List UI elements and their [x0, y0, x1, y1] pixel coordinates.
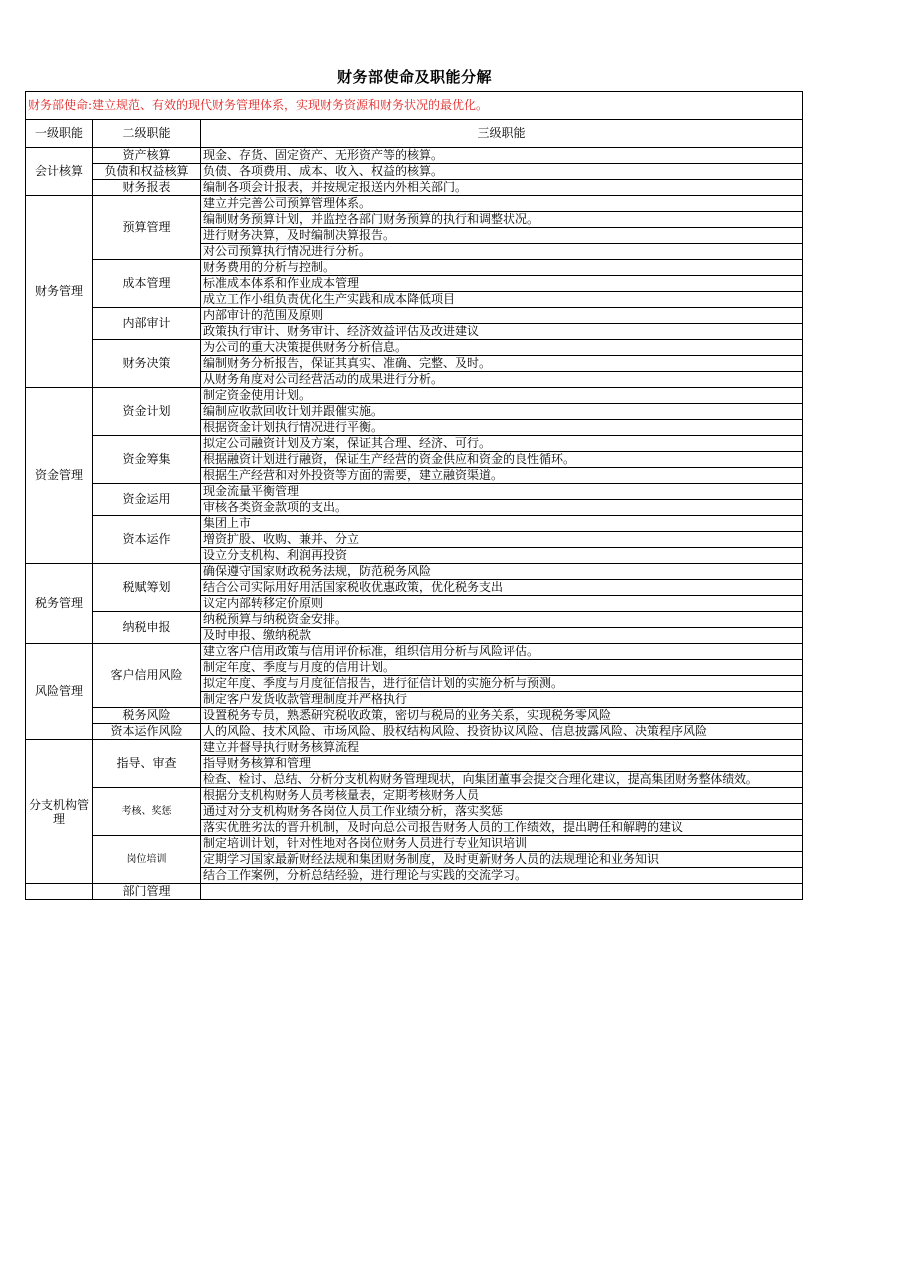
level2-function: 资金筹集 — [93, 436, 201, 484]
header-row — [26, 120, 803, 148]
level1-function: 会计核算 — [26, 148, 93, 196]
level3-function: 财务费用的分析与控制。 — [201, 260, 803, 276]
level3-function: 编制各项会计报表，并按规定报送内外相关部门。 — [201, 180, 803, 196]
level3-function: 指导财务核算和管理 — [201, 756, 803, 772]
mission-row — [26, 92, 803, 120]
table-row — [26, 708, 803, 724]
level2-function: 税务风险 — [93, 708, 201, 724]
level2-function: 资本运作 — [93, 516, 201, 564]
table-row — [26, 148, 803, 164]
level3-function: 现金流量平衡管理 — [201, 484, 803, 500]
level3-function: 根据生产经营和对外投资等方面的需要，建立融资渠道。 — [201, 468, 803, 484]
level3-function: 落实优胜劣汰的晋升机制，及时向总公司报告财务人员的工作绩效，提出聘任和解聘的建议 — [201, 820, 803, 836]
level3-function: 检查、检讨、总结、分析分支机构财务管理现状，向集团董事会提交合理化建议，提高集团财务整体绩效。 — [201, 772, 803, 788]
level3-function: 增资扩股、收购、兼并、分立 — [201, 532, 803, 548]
level3-function: 制定年度、季度与月度的信用计划。 — [201, 660, 803, 676]
level3-function: 设置税务专员，熟悉研究税收政策，密切与税局的业务关系，实现税务零风险 — [201, 708, 803, 724]
page-title: 财务部使命及职能分解 — [336, 68, 492, 86]
table-row — [26, 612, 803, 628]
level3-function: 制定资金使用计划。 — [201, 388, 803, 404]
table-row — [26, 644, 803, 660]
level3-function: 定期学习国家最新财经法规和集团财务制度，及时更新财务人员的法规理论和业务知识 — [201, 852, 803, 868]
header-level2: 二级职能 — [93, 120, 201, 148]
level2-function: 财务决策 — [93, 340, 201, 388]
table-row — [26, 836, 803, 852]
level3-function: 对公司预算执行情况进行分析。 — [201, 244, 803, 260]
level3-function: 设立分支机构、利润再投资 — [201, 548, 803, 564]
level1-function: 分支机构管理 — [26, 740, 93, 884]
function-table — [25, 91, 803, 900]
table-row — [26, 260, 803, 276]
level3-function: 通过对分支机构财务各岗位人员工作业绩分析，落实奖惩 — [201, 804, 803, 820]
table-row — [26, 340, 803, 356]
table-row — [26, 164, 803, 180]
level2-function: 资本运作风险 — [93, 724, 201, 740]
level3-function: 现金、存货、固定资产、无形资产等的核算。 — [201, 148, 803, 164]
level1-function — [26, 884, 93, 900]
table-row — [26, 436, 803, 452]
level3-function: 进行财务决算，及时编制决算报告。 — [201, 228, 803, 244]
level2-function: 成本管理 — [93, 260, 201, 308]
level2-function: 预算管理 — [93, 196, 201, 260]
level2-function: 资金运用 — [93, 484, 201, 516]
level3-function — [201, 884, 803, 900]
level3-function: 标准成本体系和作业成本管理 — [201, 276, 803, 292]
table-row — [26, 388, 803, 404]
level2-function: 客户信用风险 — [93, 644, 201, 708]
header-level3: 三级职能 — [201, 120, 803, 148]
level3-function: 从财务角度对公司经营活动的成果进行分析。 — [201, 372, 803, 388]
level1-function: 财务管理 — [26, 196, 93, 388]
table-row — [26, 180, 803, 196]
level2-function: 部门管理 — [93, 884, 201, 900]
table-row — [26, 516, 803, 532]
mission-text: 财务部使命:建立规范、有效的现代财务管理体系，实现财务资源和财务状况的最优化。 — [26, 92, 803, 120]
table-row — [26, 724, 803, 740]
level3-function: 负债、各项费用、成本、收入、权益的核算。 — [201, 164, 803, 180]
table-row — [26, 308, 803, 324]
level3-function: 结合公司实际用好用活国家税收优惠政策，优化税务支出 — [201, 580, 803, 596]
level2-function: 资产核算 — [93, 148, 201, 164]
header-level1: 一级职能 — [26, 120, 93, 148]
level3-function: 为公司的重大决策提供财务分析信息。 — [201, 340, 803, 356]
level3-function: 根据分支机构财务人员考核量表，定期考核财务人员 — [201, 788, 803, 804]
level3-function: 拟定年度、季度与月度征信报告，进行征信计划的实施分析与预测。 — [201, 676, 803, 692]
level2-function: 负债和权益核算 — [93, 164, 201, 180]
level2-function: 岗位培训 — [93, 836, 201, 884]
level3-function: 集团上市 — [201, 516, 803, 532]
level2-function: 指导、审查 — [93, 740, 201, 788]
level3-function: 建立客户信用政策与信用评价标准，组织信用分析与风险评估。 — [201, 644, 803, 660]
level3-function: 编制财务分析报告，保证其真实、准确、完整、及时。 — [201, 356, 803, 372]
level3-function: 议定内部转移定价原则 — [201, 596, 803, 612]
level1-function: 税务管理 — [26, 564, 93, 644]
level2-function: 内部审计 — [93, 308, 201, 340]
level1-function: 风险管理 — [26, 644, 93, 740]
level2-function: 资金计划 — [93, 388, 201, 436]
level3-function: 编制财务预算计划，并监控各部门财务预算的执行和调整状况。 — [201, 212, 803, 228]
level2-function: 财务报表 — [93, 180, 201, 196]
level3-function: 内部审计的范围及原则 — [201, 308, 803, 324]
table-row — [26, 884, 803, 900]
level3-function: 制定培训计划，针对性地对各岗位财务人员进行专业知识培训 — [201, 836, 803, 852]
level3-function: 拟定公司融资计划及方案，保证其合理、经济、可行。 — [201, 436, 803, 452]
level3-function: 人的风险、技术风险、市场风险、股权结构风险、投资协议风险、信息披露风险、决策程序风险 — [201, 724, 803, 740]
level2-function: 税赋筹划 — [93, 564, 201, 612]
level3-function: 根据融资计划进行融资，保证生产经营的资金供应和资金的良性循环。 — [201, 452, 803, 468]
level3-function: 制定客户发货收款管理制度并严格执行 — [201, 692, 803, 708]
level3-function: 政策执行审计、财务审计、经济效益评估及改进建议 — [201, 324, 803, 340]
level3-function: 确保遵守国家财政税务法规，防范税务风险 — [201, 564, 803, 580]
table-row — [26, 484, 803, 500]
level3-function: 建立并督导执行财务核算流程 — [201, 740, 803, 756]
table-row — [26, 564, 803, 580]
table-row — [26, 740, 803, 756]
table-row — [26, 788, 803, 804]
level1-function: 资金管理 — [26, 388, 93, 564]
level3-function: 根据资金计划执行情况进行平衡。 — [201, 420, 803, 436]
level3-function: 建立并完善公司预算管理体系。 — [201, 196, 803, 212]
level2-function: 考核、奖惩 — [93, 788, 201, 836]
level2-function: 纳税申报 — [93, 612, 201, 644]
level3-function: 成立工作小组负责优化生产实践和成本降低项目 — [201, 292, 803, 308]
level3-function: 编制应收款回收计划并跟催实施。 — [201, 404, 803, 420]
level3-function: 纳税预算与纳税资金安排。 — [201, 612, 803, 628]
level3-function: 及时申报、缴纳税款 — [201, 628, 803, 644]
level3-function: 审核各类资金款项的支出。 — [201, 500, 803, 516]
table-row — [26, 196, 803, 212]
level3-function: 结合工作案例，分析总结经验，进行理论与实践的交流学习。 — [201, 868, 803, 884]
